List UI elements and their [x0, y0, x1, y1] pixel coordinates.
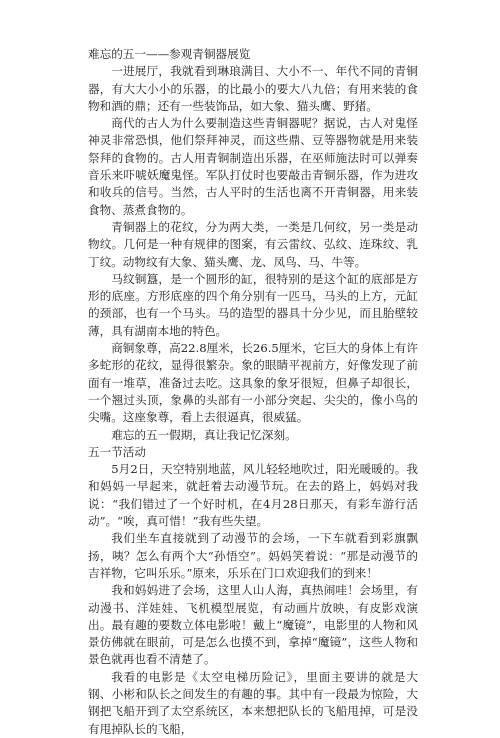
- paragraph: 青铜器上的花纹，分为两大类，一类是几何纹，另一类是动物纹。几何是一种有规律的图案，有云雷纹、弘纹、连珠纹、乳丁纹。动物纹有大象、猫头鹰、龙、凤鸟、马、牛等。: [88, 219, 418, 269]
- paragraph: 一进展厅，我就看到琳琅满目、大小不一、年代不同的青铜器，有大大小小的乐器，的比最小的要大八九倍；有用来装的食物和酒的鼎；还有一些装饰品，如大象、猫头鹰、野猪。: [88, 64, 418, 113]
- section-title: 五一节活动: [88, 444, 146, 459]
- paragraph: 商代的古人为什么要制造这些青铜器呢？据说，古人对鬼怪神灵非常恐惧，他们祭拜神灵，而这些鼎、豆等器物就是用来装祭拜的食物的。古人用青铜制造出乐器，在巫师施法时可以弹奏音乐来吓唬妖魔鬼怪。军队打仗时也要敲击青铜乐器，作为进攻和收兵的信号。当然，古人平时的生活也离不开青铜器，用来装食物、蒸煮食物的。: [88, 116, 418, 217]
- paragraph: 马纹铜簋，是一个圆形的缸，很特别的是这个缸的底部是方形的底座。方形底座的四个角分别有一匹马，马头的上方，元缸的颈部，也有一个马头。马的造型的器具十分少见，而且胎壁较薄，具有湖南本地的特色。: [88, 271, 418, 338]
- paragraph: 我看的电影是《太空电梯历险记》，里面主要讲的就是大钢、小彬和队长之间发生的有趣的事。其中有一段最为惊险，大钢把飞船开到了太空系统区，本来想把队长的飞船甩掉，可是没有甩掉队长的飞船，: [88, 669, 418, 736]
- paragraph: 我们坐车直接就到了动漫节的会场，一下车就看到彩旗飘扬，咦？怎么有两个大“孙悟空”。妈妈笑着说：“那是动漫节的吉祥物，它叫乐乐。”原来，乐乐在门口欢迎我们的到来！: [88, 531, 418, 580]
- paragraph: 我和妈妈进了会场，这里人山人海，真热闹哇！会场里，有动漫书、洋娃娃、飞机模型展览，有动画片放映，有皮影戏演出。最有趣的要数立体电影啦！戴上“魔镜”，电影里的人物和风景仿佛就在眼前，可是怎么也摸不到，拿掉“魔镜”，这些人物和景色就再也看不清楚了。: [88, 583, 418, 667]
- paragraph: 商铜象尊，高22.8厘米，长26.5厘米，它巨大的身体上有许多蛇形的花纹，显得很繁杂。象的眼睛平视前方，好像发现了前面有一堆草，准备过去吃。这具象的象牙很短，但鼻子却很长，一个翘过头顶，象鼻的头部有一小部分突起、尖尖的，像小鸟的尖嘴。这座象尊，看上去很逼真，很威猛。: [88, 341, 418, 425]
- article-title: 难忘的五一——参观青铜器展览: [88, 47, 251, 61]
- document-body: [88, 46, 418, 738]
- paragraph: 5月2日，天空特别地蓝，风儿轻轻地吹过，阳光暖暖的。我和妈妈一早起来，就赶着去动漫节玩。在去的路上，妈妈对我说：“我们错过了一个好时机，在4月28日那天，有彩车游行活动”。“唉，真可惜！”我有些失望。: [88, 462, 418, 529]
- paragraph: 难忘的五一假期，真让我记忆深刻。: [111, 427, 297, 442]
